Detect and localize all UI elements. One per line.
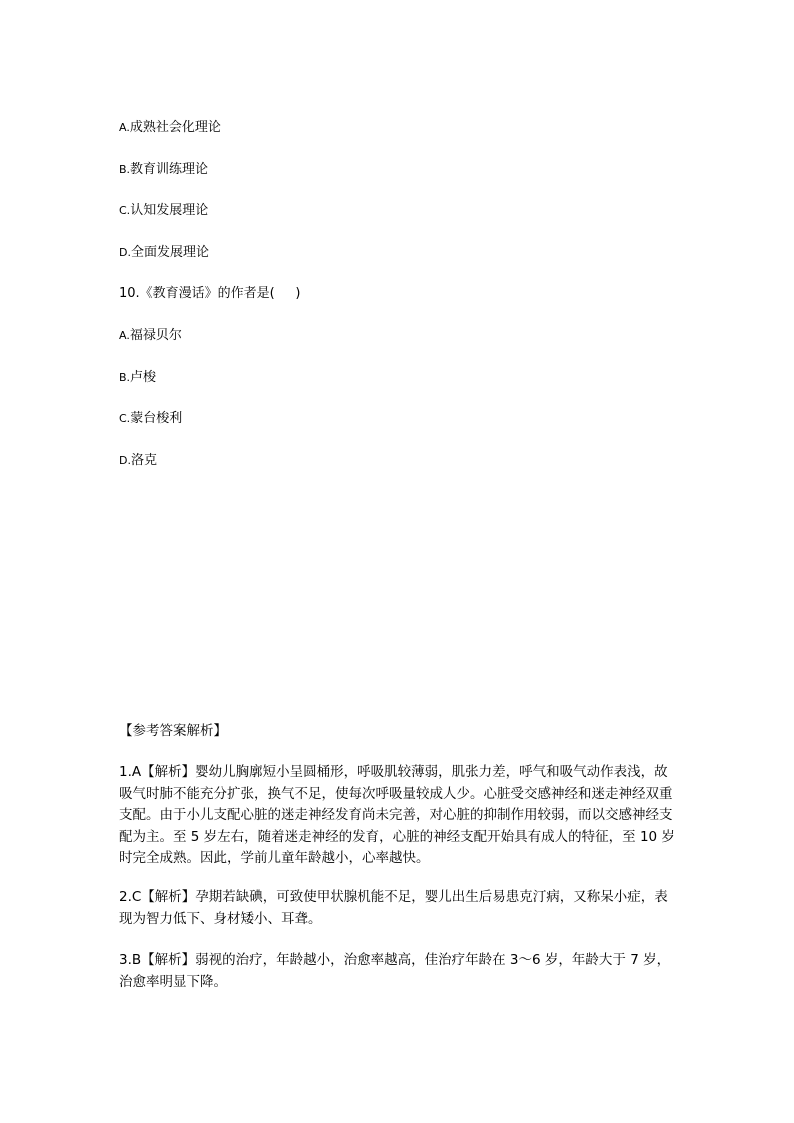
q10-option-a: A.福禄贝尔 bbox=[119, 328, 182, 343]
q10-stem: 10.《教育漫话》的作者是( ) bbox=[119, 286, 301, 301]
q10-option-b: B.卢梭 bbox=[119, 370, 157, 385]
q9-option-b: B.教育训练理论 bbox=[119, 162, 209, 177]
answers-heading: 【参考答案解析】 bbox=[119, 723, 227, 739]
q10-option-c: C.蒙台梭利 bbox=[119, 411, 183, 426]
q9-option-d: D.全面发展理论 bbox=[119, 245, 209, 260]
answer-2: 2.C【解析】孕期若缺碘，可致使甲状腺机能不足，婴儿出生后易患克汀病，又称呆小症，表现为智力低下、身材矮小、耳聋。 bbox=[119, 889, 668, 927]
answer-3: 3.B【解析】弱视的治疗，年龄越小，治愈率越高，佳治疗年龄在 3～6 岁，年龄大于 7 岁，治愈率明显下降。 bbox=[119, 952, 671, 990]
q9-option-c: C.认知发展理论 bbox=[119, 203, 209, 218]
q9-option-a: A.成熟社会化理论 bbox=[119, 120, 221, 135]
answer-1: 1.A【解析】婴幼儿胸廓短小呈圆桶形，呼吸肌较薄弱，肌张力差，呼气和吸气动作表浅，故吸气时肺不能充分扩张，换气不足，使每次呼吸量较成人少。心脏受交感神经和迷走神经双重支配。由于小儿支配心脏的迷走神经发育尚未完善，对心脏的抑制作用较弱，而以交感神经支配为主。至 5 岁左右，随着迷走神经的发育，心脏的神经支配开始具有成人的特征，至 10 岁时完全成熟。因此，学前儿童年龄越小，心率越快。 bbox=[119, 764, 675, 866]
q10-option-d: D.洛克 bbox=[119, 453, 157, 468]
